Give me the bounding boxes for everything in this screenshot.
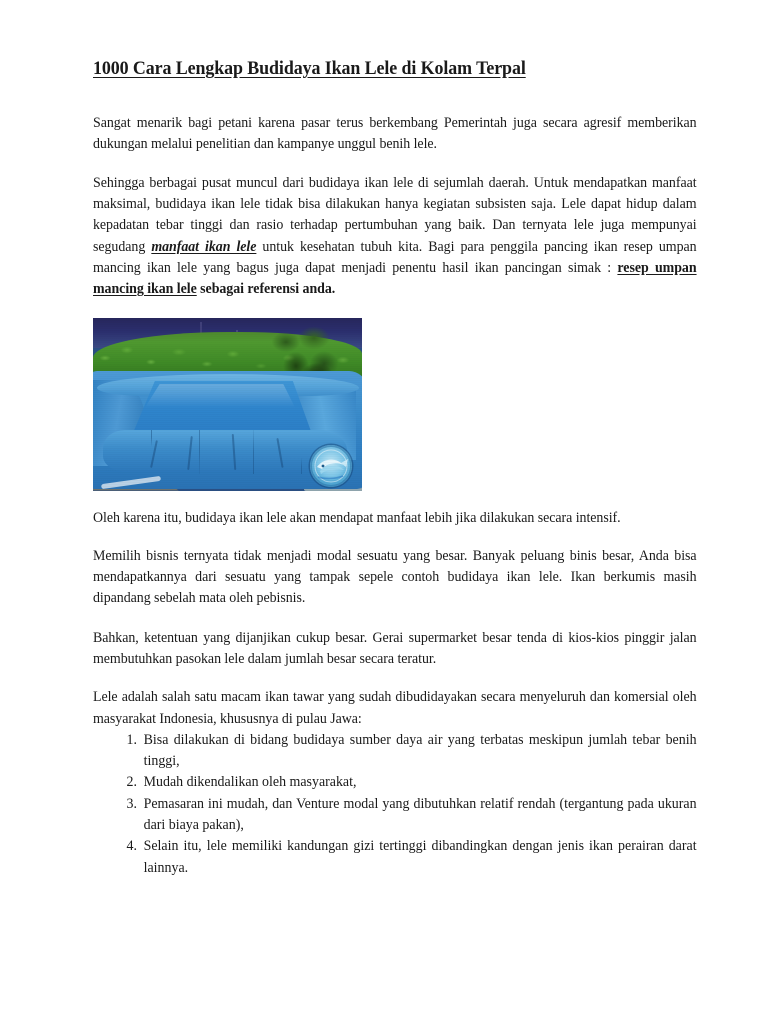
list-item-text: Selain itu, lele memiliki kandungan gizi tertinggi dibandingkan dengan jenis ikan perairan darat lainnya. [143, 838, 697, 876]
spacer [93, 156, 697, 173]
spacer [93, 81, 697, 113]
page-title: 1000 Cara Lengkap Budidaya Ikan Lele di Kolam Terpal [93, 59, 526, 79]
list-item-text: Pemasaran ini mudah, dan Venture modal yang dibutuhkan relatif rendah (tergantung pada ukuran dari biaya pakan), [143, 795, 697, 834]
link-manfaat-ikan-lele[interactable]: manfaat ikan lele [151, 238, 257, 255]
list-item-text: Bisa dilakukan di bidang budidaya sumber daya air yang terbatas meskipun jumlah tebar benih tinggi, [143, 731, 697, 770]
spacer [93, 670, 697, 687]
spacer [93, 610, 697, 628]
paragraph-intro: Sangat menarik bagi petani karena pasar terus berkembang Pemerintah juga secara agresif memberikan dukungan melalui penelitian dan kampanye unggul benih lele. [93, 115, 697, 153]
list-item [93, 794, 697, 837]
spacer [93, 529, 697, 546]
paragraph-intensive: Oleh karena itu, budidaya ikan lele akan mendapat manfaat lebih jika dilakukan secara intensif. [93, 509, 621, 526]
link-resep-umpan-mancing-ikan-lele[interactable]: resep umpan mancing ikan lele [93, 259, 697, 298]
paragraph-list-intro: Lele adalah salah satu macam ikan tawar yang sudah dibudidayakan secara menyeluruh dan komersial oleh masyarakat Indonesia, khususnya di pulau Jawa: [93, 689, 697, 727]
list-item [93, 836, 697, 879]
photo-water-sheen [145, 384, 295, 408]
paragraph-benefits [93, 173, 697, 301]
list-item-number: 2. [126, 774, 137, 791]
list-item-number: 3. [126, 795, 137, 812]
document-content [93, 58, 697, 879]
list-item-number: 1. [126, 731, 137, 748]
paragraph-demand: Bahkan, ketentuan yang dijanjikan cukup besar. Gerai supermarket besar tenda di kios-kios pinggir jalan membutuhkan pasokan lele dalam jumlah besar secara teratur. [93, 629, 697, 667]
paragraph-benefits-text-1: Sehingga berbagai pusat muncul dari budidaya ikan lele di sejumlah daerah. Untuk mendapatkan manfaat maksimal, budidaya ikan lele tidak bisa dilakukan hanya kegiatan subsisten saja. Lele dapat hidup dalam kepadatan tebar tinggi dan rasio terhadap pertumbuhan yang baik. Dan ternyata lele juga mempunyai segudang [93, 174, 697, 255]
spacer [93, 301, 697, 318]
pond-photo [93, 318, 362, 491]
spacer [93, 491, 697, 508]
fish-logo-watermark-icon [310, 445, 352, 487]
paragraph-business: Memilih bisnis ternyata tidak menjadi modal sesuatu yang besar. Banyak peluang binis besar, Anda bisa mendapatkannya dari sesuatu yang tampak sepele contoh budidaya ikan lele. Ikan berkumis masih dipandang sebelah mata oleh pebisnis. [93, 547, 697, 607]
paragraph-benefits-text-3: sebagai referensi anda. [196, 281, 336, 298]
advantages-list [93, 730, 697, 879]
list-item [93, 730, 697, 773]
list-item [93, 772, 697, 793]
list-item-number: 4. [126, 838, 137, 855]
pond-photo-canvas [93, 318, 362, 491]
paragraph-benefits-text-2: untuk kesehatan tubuh kita. Bagi para penggila pancing ikan resep umpan mancing ikan lele yang bagus juga dapat menjadi penentu hasil ikan pancingan simak : [93, 238, 697, 276]
list-item-text: Mudah dikendalikan oleh masyarakat, [143, 774, 357, 791]
